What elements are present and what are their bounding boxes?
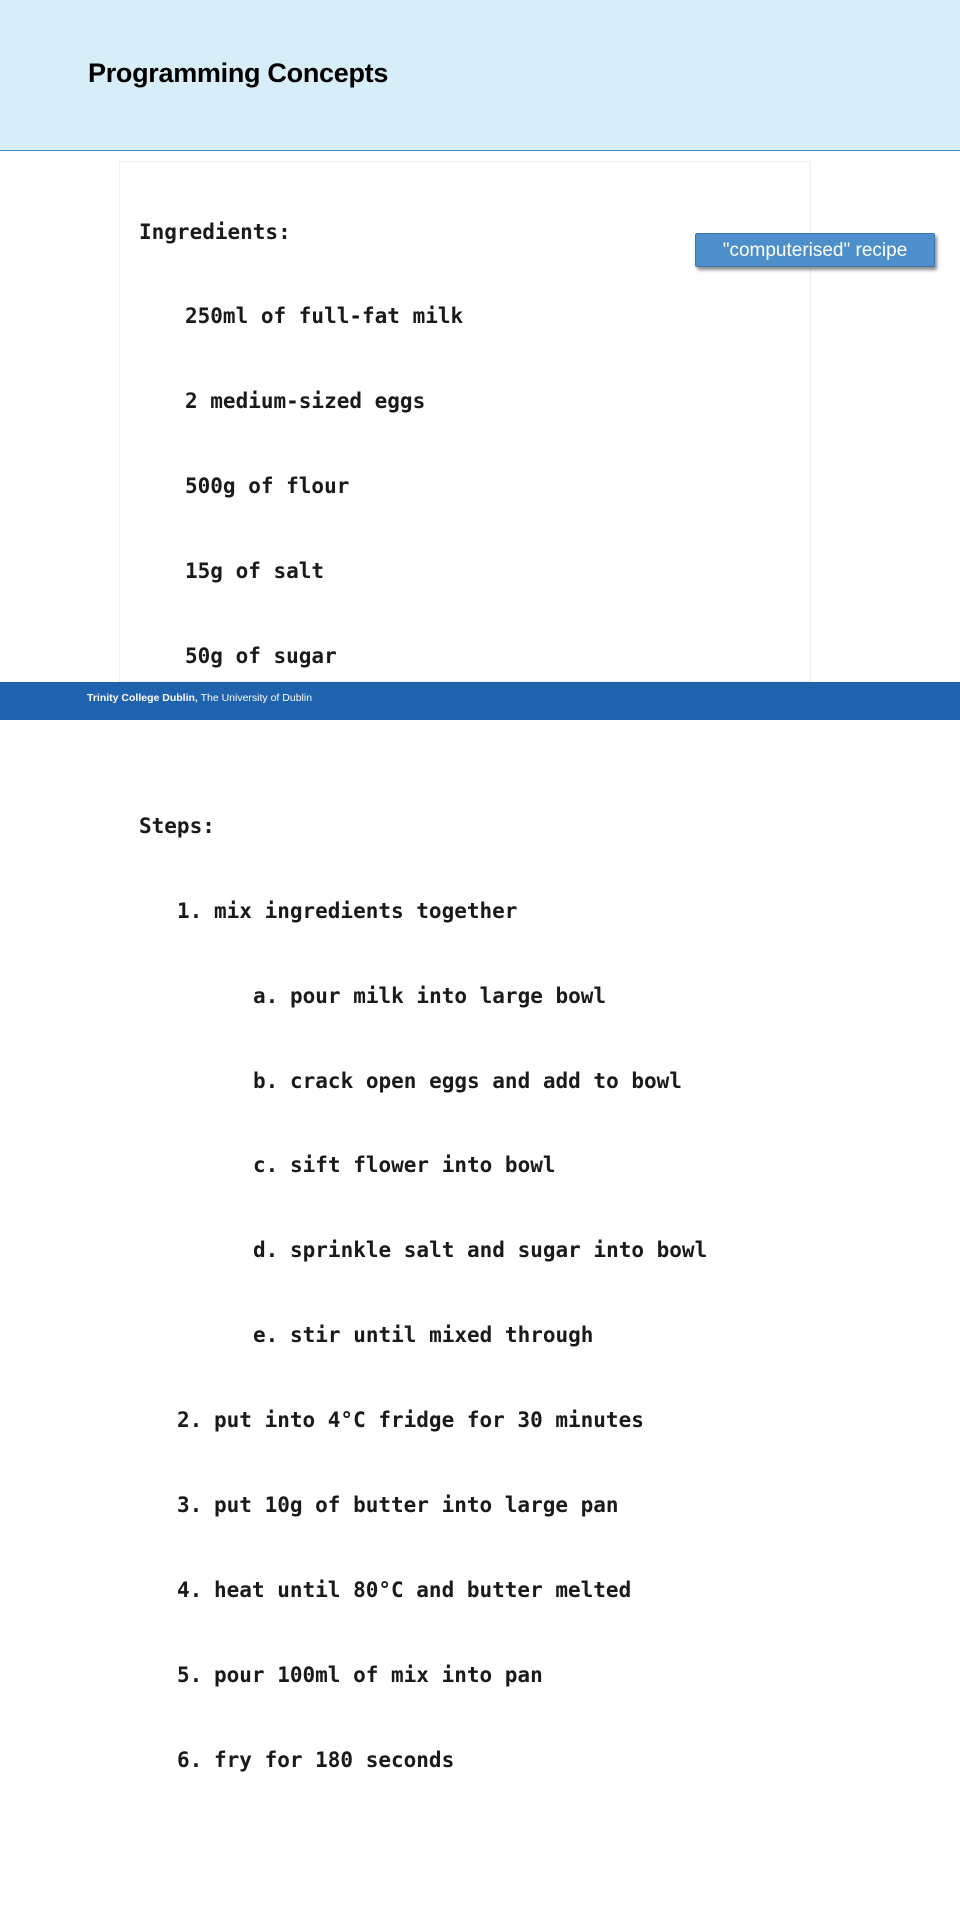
recipe-text	[139, 161, 707, 1915]
step-text: put 10g of butter into large pan	[214, 1492, 619, 1517]
substep-item	[139, 1236, 707, 1264]
step-text: heat until 80°C and butter melted	[214, 1577, 632, 1602]
step-number: 5.	[177, 1662, 203, 1687]
ingredient-item: 500g of flour	[185, 474, 350, 499]
substep-text: crack open eggs and add to bowl	[290, 1068, 682, 1093]
step-text: mix ingredients together	[214, 898, 518, 923]
footer-university: The University of Dublin	[200, 692, 313, 704]
steps-heading: Steps:	[139, 813, 215, 838]
substep-text: stir until mixed through	[290, 1323, 594, 1348]
ingredient-item: 15g of salt	[185, 559, 325, 584]
step-text: pour 100ml of mix into pan	[214, 1662, 543, 1687]
substep-item	[139, 1067, 707, 1095]
step-item	[139, 1406, 707, 1434]
step-item	[139, 1661, 707, 1689]
substep-item	[139, 1321, 707, 1349]
step-text: put into 4°C fridge for 30 minutes	[214, 1408, 644, 1433]
substep-letter: c.	[253, 1153, 279, 1178]
step-number: 3.	[177, 1492, 203, 1517]
substep-letter: b.	[253, 1068, 279, 1093]
substep-item	[139, 1151, 707, 1179]
step-item	[139, 897, 707, 925]
step-item	[139, 1576, 707, 1604]
step-item	[139, 1746, 707, 1774]
ingredient-item: 50g of sugar	[185, 644, 337, 669]
step-number: 6.	[177, 1747, 203, 1772]
step-item	[139, 1491, 707, 1519]
step-number: 1.	[177, 898, 203, 923]
footer-institution: Trinity College Dublin,	[87, 692, 198, 704]
substep-text: pour milk into large bowl	[290, 983, 607, 1008]
substep-text: sift flower into bowl	[290, 1153, 556, 1178]
step-number: 4.	[177, 1577, 203, 1602]
ingredients-heading: Ingredients:	[139, 219, 291, 244]
step-text: fry for 180 seconds	[214, 1747, 455, 1772]
substep-letter: a.	[253, 983, 279, 1008]
ingredient-item: 2 medium-sized eggs	[185, 389, 426, 414]
substep-text: sprinkle salt and sugar into bowl	[290, 1238, 708, 1263]
step-item	[139, 1831, 707, 1859]
substep-item	[139, 982, 707, 1010]
slide-title: Programming Concepts	[88, 58, 389, 88]
ingredient-item: 250ml of full-fat milk	[185, 304, 464, 329]
step-number: 2.	[177, 1408, 203, 1433]
spacer	[139, 727, 707, 755]
computerised-recipe-callout: "computerised" recipe	[695, 233, 935, 267]
footer-bar	[0, 682, 960, 720]
header-divider	[0, 150, 960, 151]
substep-letter: d.	[253, 1238, 279, 1263]
substep-letter: e.	[253, 1323, 279, 1348]
footer-text	[87, 692, 312, 704]
